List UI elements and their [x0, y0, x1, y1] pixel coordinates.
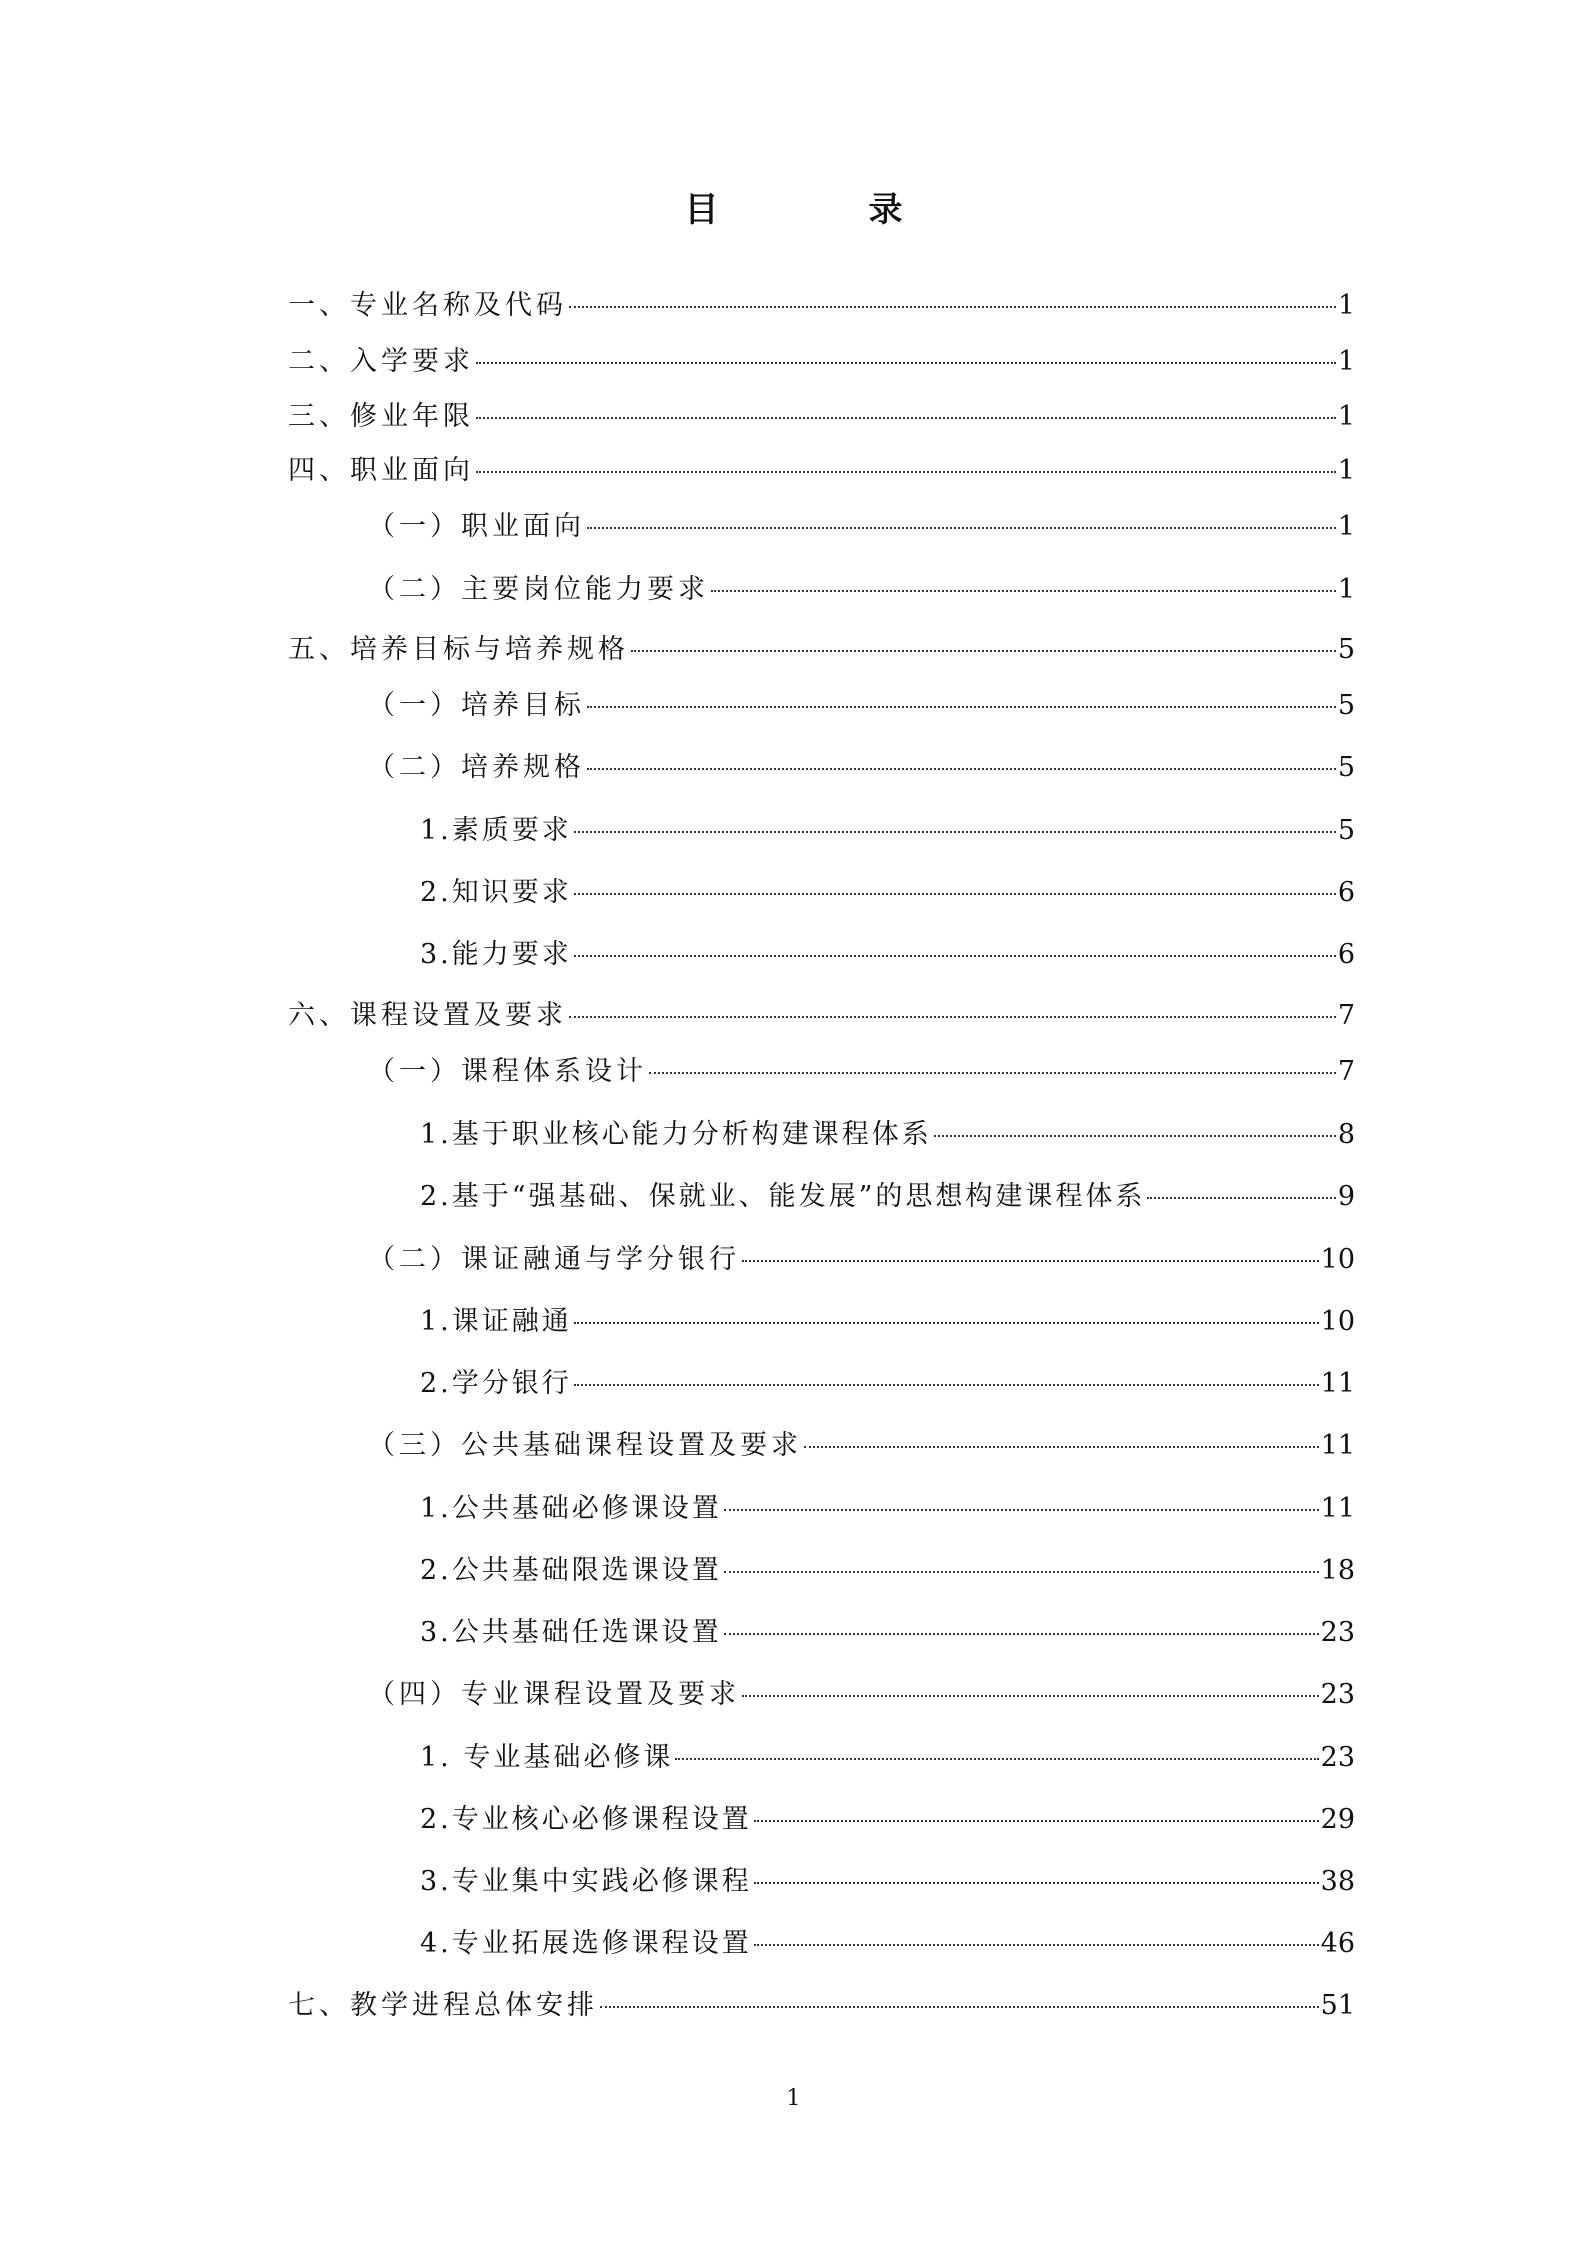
toc-entry-label: 七、教学进程总体安排 [288, 1990, 598, 2021]
toc-entry[interactable] [288, 1052, 1355, 1092]
toc-entry-page: 11 [1320, 1430, 1355, 1461]
toc-entry-label: 4.专业拓展选修课程设置 [420, 1928, 752, 1959]
toc-dot-leader [569, 306, 1336, 308]
toc-entry-page: 1 [1337, 455, 1355, 486]
toc-entry[interactable] [288, 570, 1355, 610]
toc-entry[interactable] [288, 686, 1355, 726]
toc-entry-label: （四）专业课程设置及要求 [368, 1679, 740, 1710]
toc-dot-leader [742, 1260, 1319, 1262]
toc-entry-page: 18 [1320, 1555, 1355, 1586]
toc-dot-leader [711, 590, 1336, 592]
toc-entry-page: 5 [1337, 690, 1355, 721]
toc-entry[interactable] [288, 1364, 1355, 1404]
toc-entry-page: 1 [1337, 290, 1355, 321]
toc-entry-label: 五、培养目标与培养规格 [288, 634, 629, 665]
toc-entry-label: 1. 专业基础必修课 [420, 1742, 674, 1773]
toc-dot-leader [724, 1633, 1319, 1635]
toc-dot-leader [649, 1072, 1336, 1074]
toc-entry-page: 23 [1320, 1679, 1355, 1710]
toc-dot-leader [631, 650, 1336, 652]
toc-entry-label: 1.课证融通 [420, 1306, 572, 1337]
toc-entry-label: 2.基于“强基础、保就业、能发展”的思想构建课程体系 [420, 1181, 1146, 1212]
toc-entry-page: 5 [1337, 752, 1355, 783]
toc-entry-page: 1 [1337, 574, 1355, 605]
toc-dot-leader [804, 1446, 1319, 1448]
toc-entry-page: 1 [1337, 401, 1355, 432]
toc-entry[interactable] [288, 996, 1355, 1036]
toc-entry[interactable] [288, 1675, 1355, 1715]
toc-dot-leader [934, 1135, 1336, 1137]
toc-entry[interactable] [288, 1986, 1355, 2026]
toc-dot-leader [574, 893, 1336, 895]
toc-dot-leader [476, 362, 1336, 364]
toc-dot-leader [569, 1016, 1336, 1018]
toc-dot-leader [724, 1571, 1319, 1573]
toc-entry-label: （二）课证融通与学分银行 [368, 1244, 740, 1275]
toc-entry-page: 1 [1337, 346, 1355, 377]
toc-dot-leader [754, 1820, 1319, 1822]
toc-dot-leader [587, 706, 1336, 708]
page-title: 目 录 [684, 190, 961, 230]
toc-entry-label: 六、课程设置及要求 [288, 1000, 567, 1031]
toc-entry-page: 23 [1320, 1742, 1355, 1773]
toc-entry-label: 3.公共基础任选课设置 [420, 1617, 722, 1648]
toc-dot-leader [476, 471, 1336, 473]
toc-entry[interactable] [288, 1177, 1355, 1217]
toc-dot-leader [574, 1322, 1319, 1324]
toc-entry[interactable] [288, 342, 1355, 382]
toc-entry-label: 四、职业面向 [288, 455, 474, 486]
toc-entry[interactable] [288, 397, 1355, 437]
toc-entry-label: 3.专业集中实践必修课程 [420, 1866, 752, 1897]
toc-entry-page: 51 [1320, 1990, 1355, 2021]
toc-dot-leader [587, 527, 1336, 529]
toc-entry-page: 10 [1320, 1306, 1355, 1337]
toc-entry-page: 6 [1337, 939, 1355, 970]
toc-entry-page: 9 [1337, 1181, 1355, 1212]
toc-entry-label: 2.学分银行 [420, 1368, 572, 1399]
toc-entry-label: 3.能力要求 [420, 939, 572, 970]
toc-entry-page: 10 [1320, 1244, 1355, 1275]
toc-entry-page: 11 [1320, 1493, 1355, 1524]
toc-entry[interactable] [288, 1302, 1355, 1342]
toc-dot-leader [675, 1758, 1318, 1760]
toc-entry[interactable] [288, 1240, 1355, 1280]
toc-entry[interactable] [288, 286, 1355, 326]
toc-entry-label: 三、修业年限 [288, 401, 474, 432]
toc-dot-leader [600, 2006, 1319, 2008]
toc-entry[interactable] [288, 1426, 1355, 1466]
toc-entry-page: 7 [1337, 1000, 1355, 1031]
toc-entry-label: 1.素质要求 [420, 815, 572, 846]
toc-dot-leader [476, 417, 1336, 419]
toc-entry-label: 1.基于职业核心能力分析构建课程体系 [420, 1119, 932, 1150]
toc-dot-leader [1147, 1197, 1335, 1199]
toc-dot-leader [724, 1509, 1319, 1511]
toc-entry[interactable] [288, 1551, 1355, 1591]
toc-entry[interactable] [288, 811, 1355, 851]
toc-entry[interactable] [288, 1924, 1355, 1964]
toc-entry-label: 一、专业名称及代码 [288, 290, 567, 321]
page-number: 1 [786, 2086, 801, 2111]
toc-dot-leader [574, 831, 1336, 833]
toc-entry[interactable] [288, 873, 1355, 913]
toc-entry-page: 5 [1337, 634, 1355, 665]
toc-entry[interactable] [288, 507, 1355, 547]
toc-dot-leader [574, 1384, 1319, 1386]
toc-entry-page: 11 [1320, 1368, 1355, 1399]
toc-entry-label: 1.公共基础必修课设置 [420, 1493, 722, 1524]
toc-entry[interactable] [288, 630, 1355, 670]
toc-entry[interactable] [288, 451, 1355, 491]
toc-entry-label: （一）培养目标 [368, 690, 585, 721]
toc-entry-page: 46 [1320, 1928, 1355, 1959]
toc-dot-leader [742, 1695, 1319, 1697]
toc-entry-label: （三）公共基础课程设置及要求 [368, 1430, 802, 1461]
toc-entry-label: 2.公共基础限选课设置 [420, 1555, 722, 1586]
toc-dot-leader [754, 1882, 1319, 1884]
toc-entry-page: 7 [1337, 1056, 1355, 1087]
toc-entry[interactable] [288, 935, 1355, 975]
toc-entry-page: 38 [1320, 1866, 1355, 1897]
toc-entry-page: 23 [1320, 1617, 1355, 1648]
toc-entry-label: 二、入学要求 [288, 346, 474, 377]
toc-entry-label: （一）课程体系设计 [368, 1056, 647, 1087]
toc-dot-leader [574, 955, 1336, 957]
toc-entry-page: 8 [1337, 1119, 1355, 1150]
toc-entry-label: （二）培养规格 [368, 752, 585, 783]
toc-entry-label: 2.专业核心必修课程设置 [420, 1804, 752, 1835]
toc-entry[interactable] [288, 1738, 1355, 1778]
toc-entry-page: 5 [1337, 815, 1355, 846]
toc-entry[interactable] [288, 748, 1355, 788]
toc-entry[interactable] [288, 1613, 1355, 1653]
toc-entry-page: 6 [1337, 877, 1355, 908]
toc-entry-page: 1 [1337, 511, 1355, 542]
toc-entry-page: 29 [1320, 1804, 1355, 1835]
toc-dot-leader [754, 1944, 1319, 1946]
toc-entry[interactable] [288, 1862, 1355, 1902]
toc-entry-label: （一）职业面向 [368, 511, 585, 542]
toc-entry[interactable] [288, 1489, 1355, 1529]
toc-entry[interactable] [288, 1800, 1355, 1840]
toc-dot-leader [587, 768, 1336, 770]
toc-entry-label: 2.知识要求 [420, 877, 572, 908]
toc-entry[interactable] [288, 1115, 1355, 1155]
toc-entry-label: （二）主要岗位能力要求 [368, 574, 709, 605]
